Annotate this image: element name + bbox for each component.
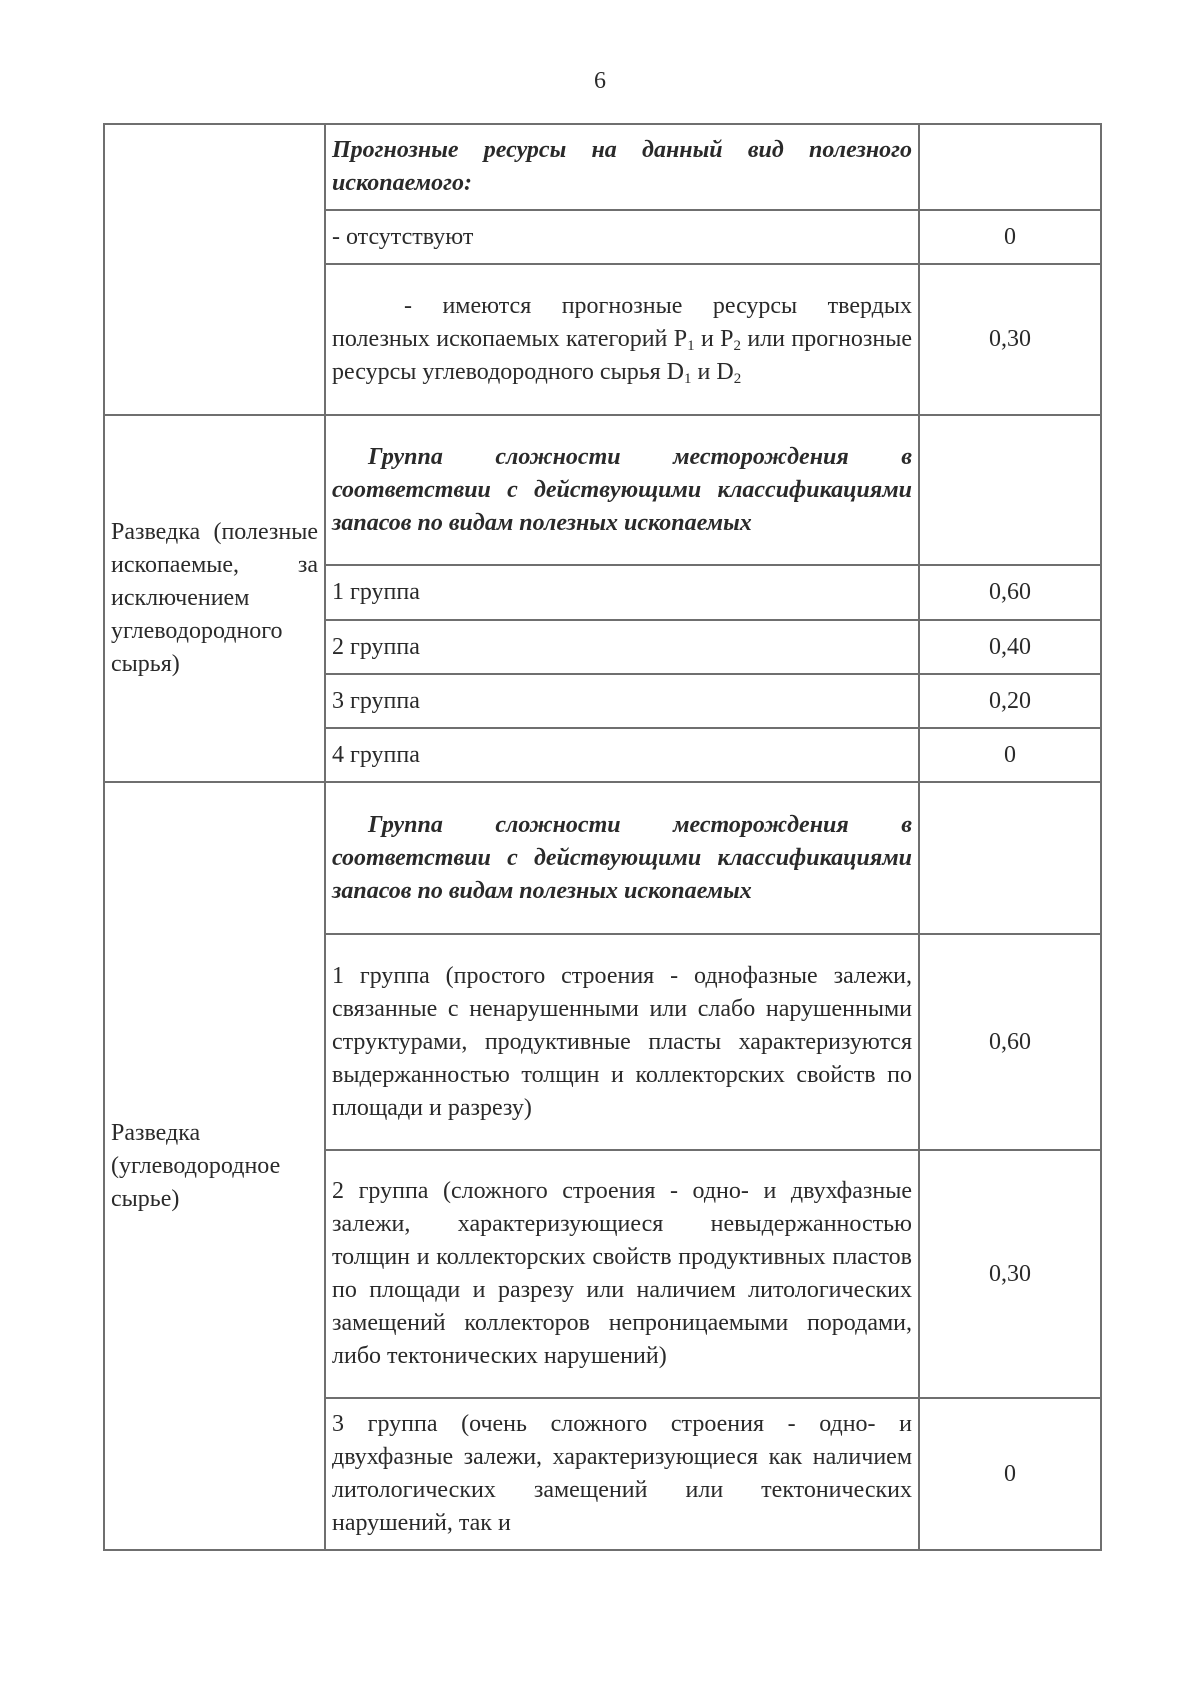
forecast-absent-label: - отсутствуют	[325, 210, 919, 264]
solid-group-label: 2 группа	[325, 620, 919, 674]
stage-cell-empty	[104, 124, 325, 415]
table-row	[104, 782, 1101, 934]
page-number: 6	[594, 68, 606, 94]
hydrocarbon-group-value: 0	[919, 1398, 1101, 1550]
solid-group-value: 0	[919, 728, 1101, 782]
solid-group-value: 0,60	[919, 565, 1101, 620]
table-row	[104, 124, 1101, 210]
hydrocarbon-group-label: 1 группа (простого строения - однофазные залежи, связанные с ненарушенными или слабо нарушенными структурами, продуктивные пласты характеризуются выдержанностью толщин и коллекторских свойств по площади и разрезу)	[325, 934, 919, 1150]
solid-group-value: 0,20	[919, 674, 1101, 728]
stage-solid-exploration: Разведка (полезные ископаемые, за исключением углеводородного сырья)	[104, 415, 325, 782]
value-cell-empty	[919, 124, 1101, 210]
forecast-present-label: - имеются прогнозные ресурсы твердых полезных ископаемых категорий $P_1$ и $P_2$ или прогнозные ресурсы углеводородного сырья $D_1$ и $D_2$	[325, 264, 919, 415]
hydrocarbon-group-label: 2 группа (сложного строения - одно- и двухфазные залежи, характеризующиеся невыдержанностью толщин и коллекторских свойств продуктивных пластов по площади и разрезу или наличием литологических замещений коллекторов непроницаемыми породами, либо тектонических нарушений)	[325, 1150, 919, 1398]
stage-hydrocarbon-exploration: Разведка (углеводородное сырье)	[104, 782, 325, 1550]
hydrocarbon-group-header: Группа сложности месторождения в соответствии с действующими классификациями запасов по видам полезных ископаемых	[325, 782, 919, 934]
solid-group-label: 3 группа	[325, 674, 919, 728]
hydrocarbon-group-label: 3 группа (очень сложного строения - одно- и двухфазные залежи, характеризующиеся как наличием литологических замещений или тектонических нарушений, так и	[325, 1398, 919, 1550]
value-cell-empty	[919, 415, 1101, 565]
value-cell-empty	[919, 782, 1101, 934]
forecast-absent-value: 0	[919, 210, 1101, 264]
solid-group-header: Группа сложности месторождения в соответствии с действующими классификациями запасов по видам полезных ископаемых	[325, 415, 919, 565]
forecast-present-value: 0,30	[919, 264, 1101, 415]
hydrocarbon-group-value: 0,60	[919, 934, 1101, 1150]
solid-group-value: 0,40	[919, 620, 1101, 674]
table-row	[104, 415, 1101, 565]
hydrocarbon-group-value: 0,30	[919, 1150, 1101, 1398]
solid-group-label: 1 группа	[325, 565, 919, 620]
forecast-header: Прогнозные ресурсы на данный вид полезного ископаемого:	[325, 124, 919, 210]
coefficient-table	[103, 123, 1102, 1551]
solid-group-label: 4 группа	[325, 728, 919, 782]
